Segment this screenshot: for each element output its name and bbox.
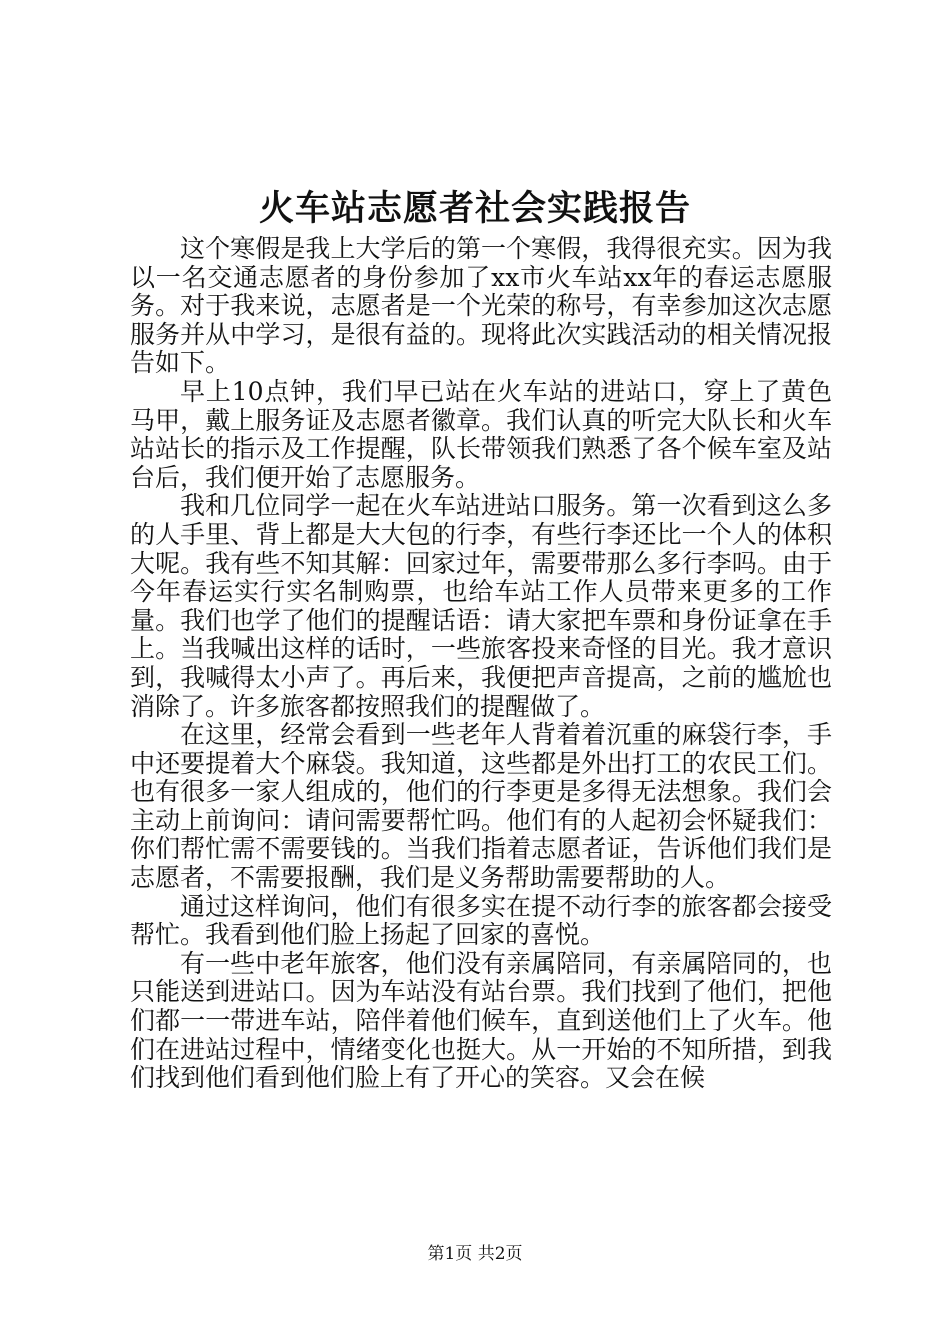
page-footer: 第1页 共2页 — [427, 1244, 523, 1264]
paragraph-2: 早上10点钟，我们早已站在火车站的进站口，穿上了黄色马甲，戴上服务证及志愿者徽章。我们认真的听完大队长和火车站站长的指示及工作提醒，队长带领我们熟悉了各个候车室及站台后，我们便开始了志愿服务。 — [130, 376, 832, 492]
paragraph-4: 在这里，经常会看到一些老年人背着着沉重的麻袋行李，手中还要提着大个麻袋。我知道，这些都是外出打工的农民工们。也有很多一家人组成的，他们的行李更是多得无法想象。我们会主动上前询问：请问需要帮忙吗。他们有的人起初会怀疑我们：你们帮忙需不需要钱的。当我们指着志愿者证，告诉他们我们是志愿者，不需要报酬，我们是义务帮助需要帮助的人。 — [130, 720, 832, 893]
document-body — [130, 235, 832, 1093]
paragraph-3: 我和几位同学一起在火车站进站口服务。第一次看到这么多的人手里、背上都是大大包的行李，有些行李还比一个人的体积大呢。我有些不知其解：回家过年，需要带那么多行李吗。由于今年春运实行实名制购票，也给车站工作人员带来更多的工作量。我们也学了他们的提醒话语：请大家把车票和身份证拿在手上。当我喊出这样的话时，一些旅客投来奇怪的目光。我才意识到，我喊得太小声了。再后来，我便把声音提高，之前的尴尬也消除了。许多旅客都按照我们的提醒做了。 — [130, 491, 832, 721]
paragraph-1: 这个寒假是我上大学后的第一个寒假，我得很充实。因为我以一名交通志愿者的身份参加了xx市火车站xx年的春运志愿服务。对于我来说，志愿者是一个光荣的称号，有幸参加这次志愿服务并从中学习，是很有益的。现将此次实践活动的相关情况报告如下。 — [130, 234, 832, 378]
document-title: 火车站志愿者社会实践报告 — [258, 188, 691, 229]
paragraph-6: 有一些中老年旅客，他们没有亲属陪同，有亲属陪同的，也只能送到进站口。因为车站没有站台票。我们找到了他们，把他们都一一带进车站，陪伴着他们候车，直到送他们上了火车。他们在进站过程中，情绪变化也挺大。从一开始的不知所措，到我们找到他们看到他们脸上有了开心的笑容。又会在候 — [130, 948, 832, 1093]
paragraph-5: 通过这样询问，他们有很多实在提不动行李的旅客都会接受帮忙。我看到他们脸上扬起了回家的喜悦。 — [130, 891, 832, 950]
